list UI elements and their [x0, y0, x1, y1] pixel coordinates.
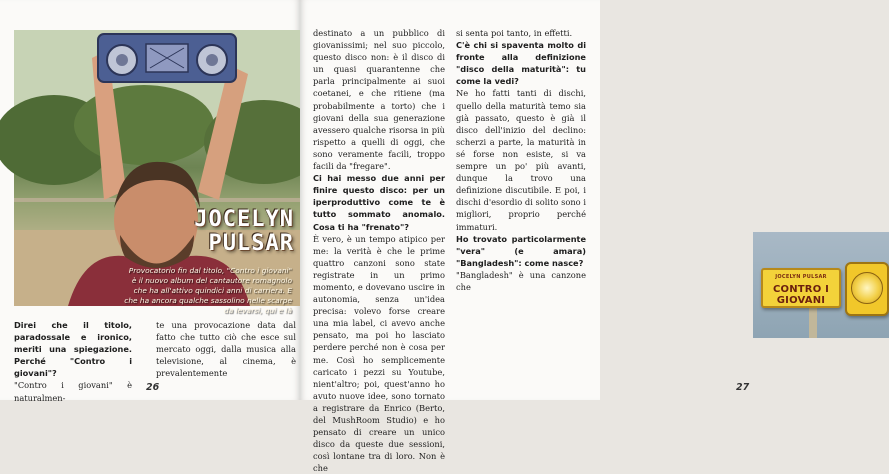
- answer-paragraph: te una provocazione data dal fatto che tutto ciò che esce sul mercato oggi, dalla musica alla televisione, al cinema, è prevalentemente: [156, 320, 296, 379]
- answer-paragraph: Ne ho fatti tanti di dischi, quello della maturità temo sia già passato, questo è già il disco dell'inizio del declino: scherzi a parte, la maturità in sé forse non esiste, si va sempre un po' più avanti, dunque la trovo una definizione discutibile. E poi, i dischi d'esordio di solito sono i migliori, proprio perché immaturi.: [456, 88, 586, 232]
- text-column-4: [456, 27, 586, 293]
- question-title: Ho trovato particolarmente "vera" (e amara) "Bangladesh": come nasce?: [456, 233, 586, 268]
- boombox: [98, 34, 236, 82]
- tree-center: [74, 85, 214, 165]
- artist-name-last: PULSAR: [208, 231, 294, 256]
- artist-photo: [14, 30, 300, 315]
- rotary-dial: [851, 272, 883, 304]
- answer-paragraph: destinato a un pubblico di giovanissimi; nel suo piccolo, questo disco non: è il disco di un quasi quarantenne che parla principalmente ai suoi coetanei, e che ritiene (ma probabilmente a torto) che i giovani della sua generazione avessero qualche risorsa in più rispetto a quelli di oggi, che sono veramente facili, troppo facili da "fregare".: [313, 28, 445, 172]
- answer-paragraph: È vero, è un tempo atipico per me: la verità è che le prime quattro canzoni sono state registrate in un primo momento, e dovevano uscire in autonomia, senza un'idea precisa: volevo forse creare una mia label, ci avevo anche pensato, ma poi ho lasciato perdere perché non è cosa per me. Così ho semplicemente caricato i pezzi su Youtube, nient'altro; poi, quest'anno ho avuto nuove idee, sono tornato a registrare da Enrico (Berto, del MushRoom Studio) e ho pensato di creare un unico disco da queste due sessioni, così lontane tra di loro. Non è che: [313, 233, 445, 474]
- text-column-3: [313, 27, 445, 474]
- question-title: Ci hai messo due anni per finire questo disco: per un iperproduttivo come te è tutto sommato anomalo. Cosa ti ha "frenato"?: [313, 173, 445, 232]
- sign-album-title: CONTRO I GIOVANI: [772, 284, 830, 306]
- text-column-1: [14, 319, 132, 404]
- question-title: Direi che il titolo, paradossale e ironico, meriti una spiegazione. Perché "Contro i giovani"?: [14, 320, 132, 379]
- sign-board: [761, 268, 841, 308]
- artist-name-first: JOCELYN: [194, 207, 294, 232]
- telephone-icon: [845, 262, 889, 316]
- sign-pole: [809, 304, 817, 338]
- intro-text: Provocatorio fin dal titolo, "Contro i giovani" è il nuovo album del cantautore romagnolo che ha all'attivo quindici anni di carriera. E che ha ancora qualche sassolino nelle scarpe da levarsi, qui e là: [124, 266, 292, 315]
- left-page: [0, 0, 300, 403]
- sign-artist: JOCELYN PULSAR: [775, 274, 827, 280]
- page-number: 26: [146, 382, 160, 393]
- question-title: C'è chi si spaventa molto di fronte alla definizione "disco della maturità": tu come la vedi?: [456, 40, 586, 87]
- answer-paragraph: "Contro i giovani" è naturalmen-: [14, 380, 132, 403]
- sign-photo: [753, 232, 889, 338]
- text-column-2: [156, 319, 296, 379]
- artist-photo-illustration: [14, 30, 300, 306]
- page-number: 27: [736, 382, 750, 393]
- answer-paragraph: si senta poi tanto, in effetti.: [456, 28, 573, 38]
- answer-paragraph: "Bangladesh" è una canzone che: [456, 269, 586, 292]
- title-block: [144, 208, 294, 256]
